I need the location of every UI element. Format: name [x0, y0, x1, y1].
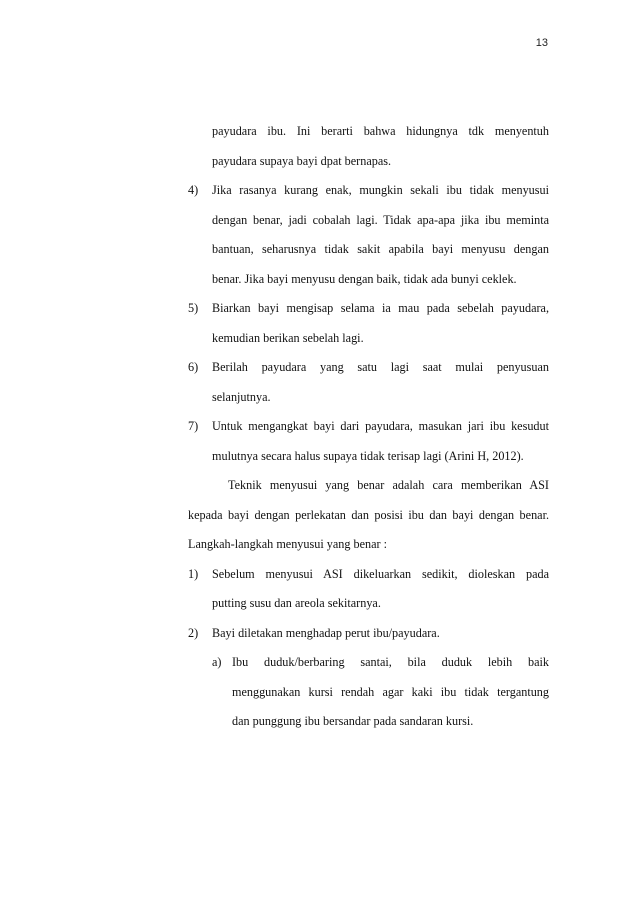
- list-item-5: [188, 294, 549, 324]
- text-line: payudara supaya bayi dpat bernapas.: [212, 153, 392, 168]
- list-number: 7): [188, 419, 199, 433]
- list-number: 1): [188, 566, 199, 581]
- list-number: 5): [188, 301, 199, 315]
- list-item-2: [188, 619, 549, 649]
- list-item-6: [188, 353, 549, 383]
- text-line: Berilah payudara yang satu lagi saat mulai penyusuan: [212, 360, 549, 374]
- sub-list-letter: a): [212, 655, 222, 669]
- list-number: 6): [188, 360, 199, 374]
- list-number: 2): [188, 625, 199, 640]
- text-line: Sebelum menyusui ASI dikeluarkan sedikit, dioleskan pada: [212, 566, 549, 581]
- text-line: kemudian berikan sebelah lagi.: [212, 330, 364, 345]
- text-line: Untuk mengangkat bayi dari payudara, masukan jari ibu kesudut: [212, 419, 549, 433]
- text-line: benar. Jika bayi menyusu dengan baik, tidak ada bunyi ceklek.: [212, 271, 517, 286]
- text-line: selanjutnya.: [212, 389, 271, 404]
- text-line: Biarkan bayi mengisap selama ia mau pada sebelah payudara,: [212, 301, 549, 315]
- paragraph-first-line: Teknik menyusui yang benar adalah cara memberikan ASI: [228, 478, 549, 492]
- text-line: Bayi diletakan menghadap perut ibu/payudara.: [212, 625, 440, 640]
- text-line: mulutnya secara halus supaya tidak terisap lagi (Arini H, 2012).: [212, 448, 524, 463]
- text-line: bantuan, seharusnya tidak sakit apabila bayi menyusu dengan: [212, 242, 549, 256]
- document-body: [188, 117, 549, 737]
- list-number: 4): [188, 183, 199, 197]
- list-item-7: [188, 412, 549, 442]
- sub-list-item-a: [188, 648, 549, 678]
- list-item-4: [188, 176, 549, 206]
- text-line: menggunakan kursi rendah agar kaki ibu tidak tergantung: [232, 684, 549, 699]
- list-item-1: [188, 560, 549, 590]
- text-line: dan punggung ibu bersandar pada sandaran kursi.: [232, 714, 474, 728]
- text-line: Langkah-langkah menyusui yang benar :: [188, 537, 387, 551]
- text-line: Ibu duduk/berbaring santai, bila duduk lebih baik: [232, 655, 549, 669]
- text-line: dengan benar, jadi cobalah lagi. Tidak apa-apa jika ibu meminta: [212, 212, 549, 227]
- text-line: putting susu dan areola sekitarnya.: [212, 596, 381, 610]
- page-number: 13: [535, 37, 548, 49]
- text-line: payudara ibu. Ini berarti bahwa hidungnya tdk menyentuh: [212, 124, 549, 138]
- text-line: Jika rasanya kurang enak, mungkin sekali ibu tidak menyusui: [212, 183, 549, 197]
- text-line: kepada bayi dengan perlekatan dan posisi ibu dan bayi dengan benar.: [188, 507, 549, 522]
